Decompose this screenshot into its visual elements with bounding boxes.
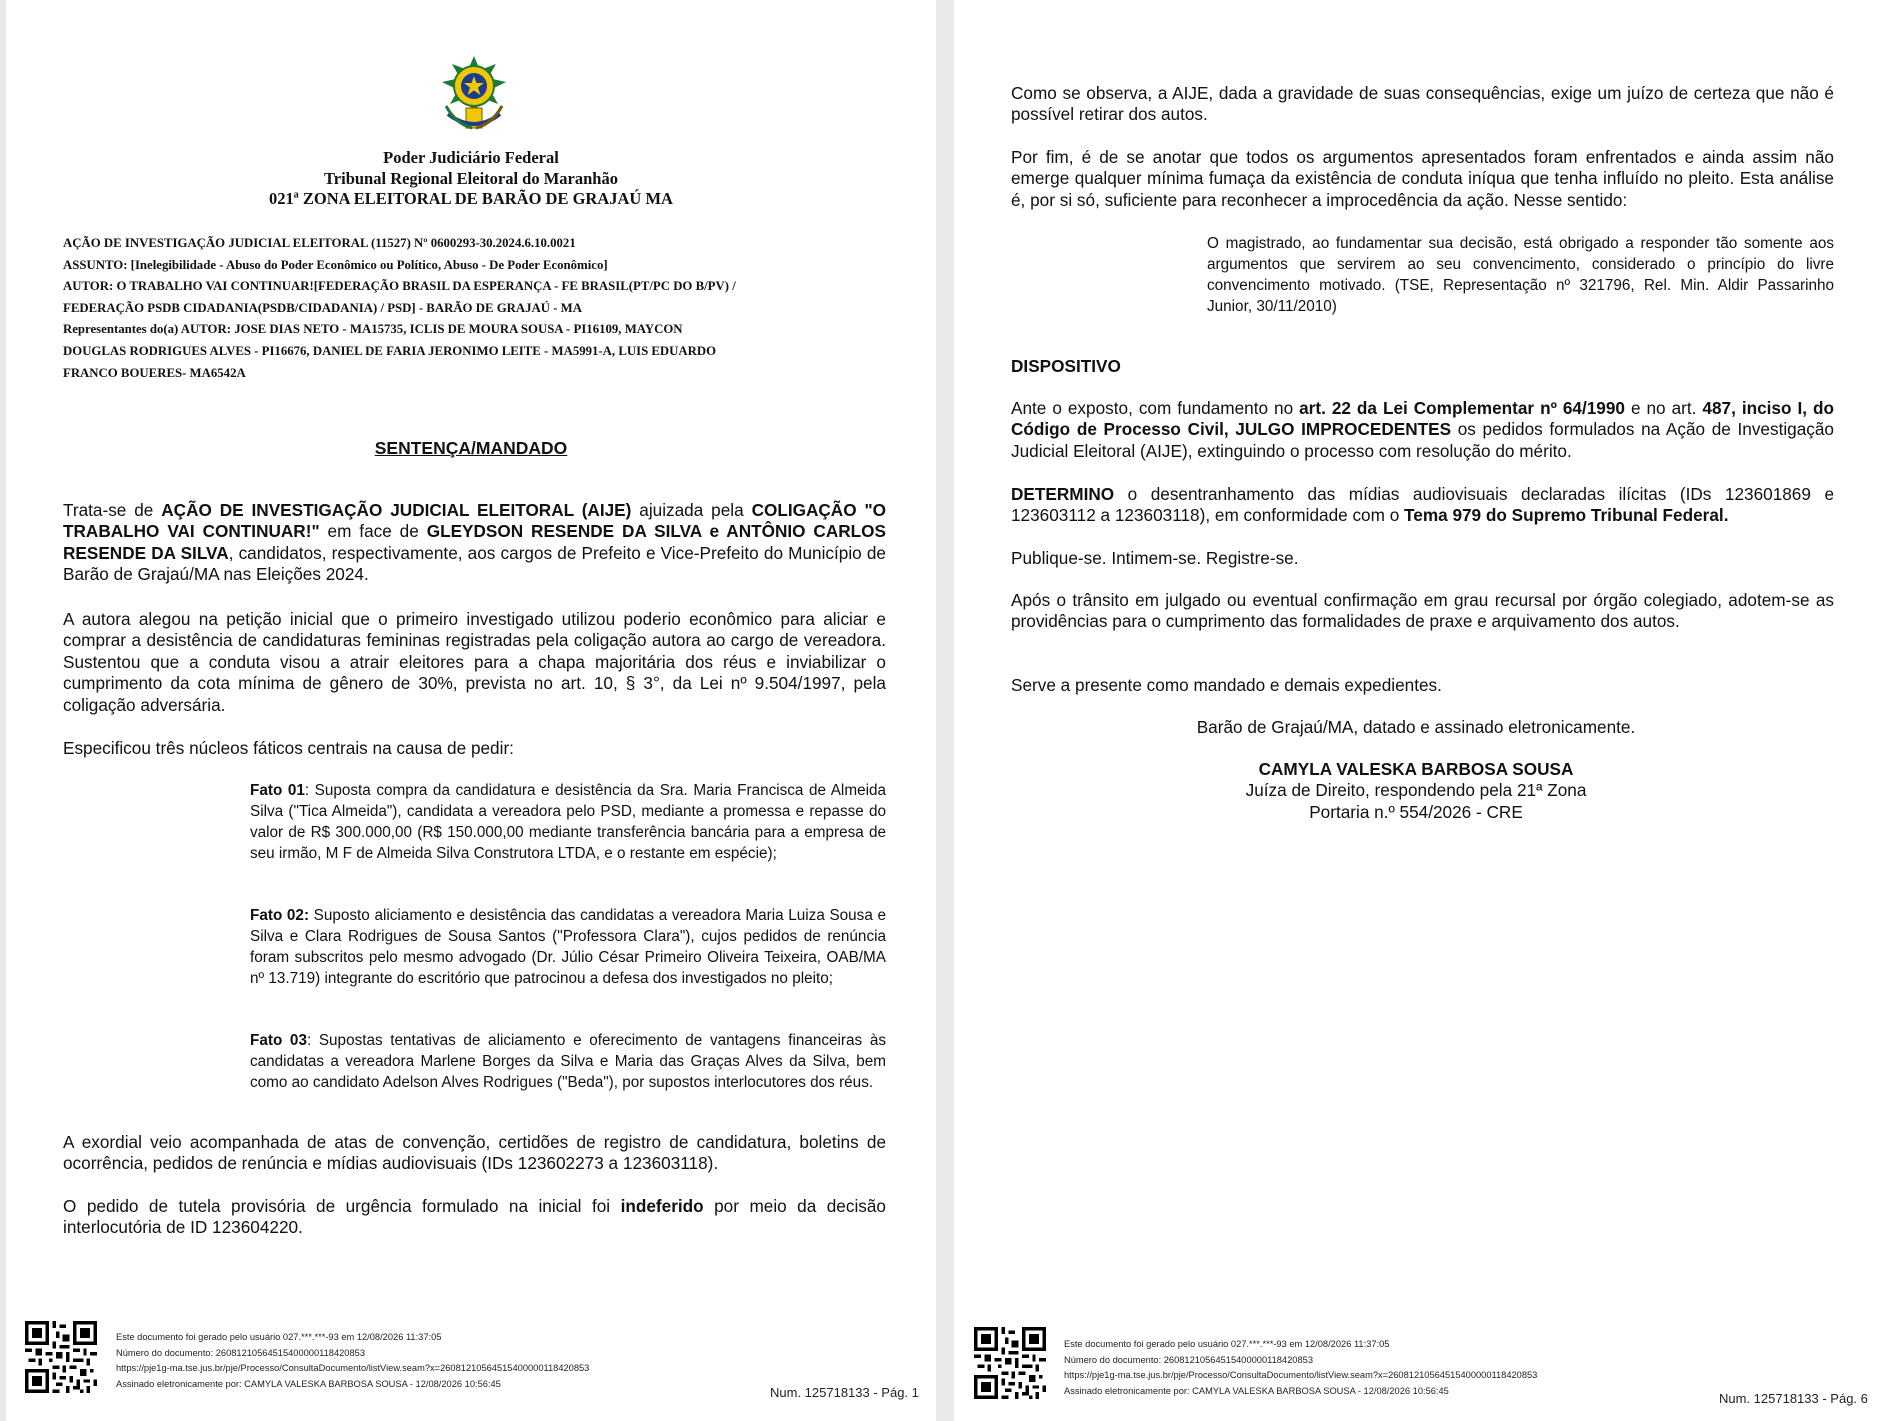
- paragraph-arguments: Por fim, é de se anotar que todos os argumentos apresentados foram enfrentados e ainda assim não emerge qualquer mínima fumaça da existência de conduta iníqua que tenha influído no pleito. Esta análise é, por si só, suficiente para reconhecer a improcedência da ação. Nesse sentido:: [1011, 147, 1834, 210]
- text-run: Ante o exposto, com fundamento no: [1011, 398, 1300, 418]
- bold-run: indeferido: [620, 1196, 704, 1216]
- fact-text: : Suposta compra da candidatura e desistência da Sra. Maria Francisca de Almeida Silva ("Tica Almeida"), candidata a vereadora pelo PSD, mediante a promessa e repasse do valor de R$ 300.000,00 (R$ 150.000,00 mediante transferência bancária para a empresa de seu irmão, M F de Almeida Silva Construtora LTDA, e o restante em espécie);: [250, 782, 886, 862]
- header-line-zone: 021ª ZONA ELEITORAL DE BARÃO DE GRAJAÚ MA: [269, 189, 673, 208]
- bold-run: art. 22 da Lei Complementar nº 64/1990: [1299, 398, 1625, 418]
- document-page-1: [6, 0, 936, 1421]
- text-run: o desentranhamento das mídias audiovisuais declaradas ilícitas (IDs 123601869 e 123603112 a 123603118), em conformidade com o: [1011, 484, 1834, 526]
- text-run: O pedido de tutela provisória de urgência formulado na inicial foi: [63, 1196, 621, 1216]
- text-run: e no art.: [1624, 398, 1703, 418]
- page-number: Num. 125718133 - Pág. 6: [1719, 1391, 1868, 1406]
- paragraph-certainty: Como se observa, a AIJE, dada a gravidade de suas consequências, exige um juízo de certeza que não é possível retirar dos autos.: [1011, 83, 1834, 125]
- document-page-6: [954, 0, 1878, 1421]
- bold-run: DETERMINO: [1011, 484, 1115, 504]
- signer-name: CAMYLA VALESKA BARBOSA SOUSA: [1258, 759, 1574, 779]
- footer-signed: Assinado eletronicamente por: CAMYLA VALESKA BARBOSA SOUSA - 12/08/2026 10:56:45: [1064, 1385, 1449, 1396]
- case-info-line: FEDERAÇÃO PSDB CIDADANIA(PSDB/CIDADANIA) / PSD] - BARÃO DE GRAJAÚ - MA: [63, 300, 582, 315]
- footer-info: [116, 1330, 589, 1392]
- paragraph-mandate: Serve a presente como mandado e demais expedientes.: [1011, 675, 1442, 695]
- signer-portaria: Portaria n.º 554/2026 - CRE: [1309, 801, 1523, 822]
- paragraph-facts-intro: Especificou três núcleos fáticos centrais na causa de pedir:: [63, 738, 514, 758]
- place-date: Barão de Grajaú/MA, datado e assinado eletronicamente.: [1196, 717, 1636, 737]
- case-info-line: DOUGLAS RODRIGUES ALVES - PI16676, DANIEL DE FARIA JERONIMO LEITE - MA5991-A, LUIS EDUARDO: [63, 343, 717, 358]
- footer-generated: Este documento foi gerado pelo usuário 027.***.***-93 em 12/08/2026 11:37:05: [1064, 1339, 1390, 1349]
- text-run: , candidatos, respectivamente, aos cargos de Prefeito e Vice-Prefeito do Município de Barão de Grajaú/MA nas Eleições 2024.: [63, 542, 886, 585]
- text-run: Trata-se de: [63, 500, 162, 520]
- paragraph-publish: Publique-se. Intimem-se. Registre-se.: [1011, 548, 1299, 568]
- bold-run: GLEYDSON RESENDE DA SILVA e ANTÔNIO CARLOS RESENDE DA SILVA: [63, 521, 887, 563]
- case-info-block: [63, 233, 893, 384]
- case-info-line: AUTOR: O TRABALHO VAI CONTINUAR![FEDERAÇÃO BRASIL DA ESPERANÇA - FE BRASIL(PT/PC DO B/PV) /: [63, 279, 736, 294]
- paragraph-intro: [63, 500, 886, 586]
- footer-generated: Este documento foi gerado pelo usuário 027.***.***-93 em 12/08/2026 11:37:05: [116, 1332, 442, 1342]
- document-title: SENTENÇA/MANDADO: [374, 438, 568, 458]
- paragraph-allegation: A autora alegou na petição inicial que o primeiro investigado utilizou poderio econômico para aliciar e comprar a desistência de candidaturas femininas registradas pela coligação autora ao cargo de vereadora. Sustentou que a conduta visou a atrair eleitores para a chapa majoritária dos réus e inviabilizar o cumprimento da cota mínima de gênero de 30%, prevista no art. 10, § 3°, da Lei nº 9.504/1997, pela coligação adversária.: [63, 609, 886, 715]
- qr-code-icon[interactable]: [974, 1327, 1046, 1399]
- case-info-line: FRANCO BOUERES- MA6542A: [63, 365, 246, 380]
- footer-doc-number: Número do documento: 26081210564515400000118420853: [1064, 1354, 1313, 1365]
- header-line-judiciary: Poder Judiciário Federal: [383, 148, 559, 167]
- section-heading-dispositivo: DISPOSITIVO: [1011, 356, 1121, 376]
- bold-run: Tema 979 do Supremo Tribunal Federal.: [1404, 505, 1729, 526]
- header-line-tribunal: Tribunal Regional Eleitoral do Maranhão: [324, 168, 618, 188]
- footer-doc-number: Número do documento: 26081210564515400000118420853: [116, 1347, 365, 1358]
- signature-block: [954, 759, 1878, 823]
- bold-run: COLIGAÇÃO "O TRABALHO VAI CONTINUAR!": [63, 500, 886, 542]
- fact-02: [250, 905, 886, 989]
- fact-03: [250, 1030, 886, 1093]
- paragraph-archive: Após o trânsito em julgado ou eventual confirmação em grau recursal por órgão colegiado, adotem-se as providências para o cumprimento das formalidades de praxe e arquivamento dos autos.: [1011, 590, 1834, 632]
- fact-label: Fato 03: [250, 1032, 307, 1049]
- footer-url-link[interactable]: https://pje1g-ma.tse.jus.br/pje/Processo/ConsultaDocumento/listView.seam?x=26081210564515400000118420853: [116, 1363, 590, 1374]
- paragraph-exordial: A exordial veio acompanhada de atas de convenção, certidões de registro de candidatura, boletins de ocorrência, pedidos de renúncia e mídias audiovisuais (IDs 123602273 a 123603118).: [63, 1132, 886, 1174]
- paragraph-ruling: [1011, 398, 1834, 462]
- case-info-line: ASSUNTO: [Inelegibilidade - Abuso do Poder Econômico ou Político, Abuso - De Poder Econômico]: [63, 257, 608, 272]
- brazil-coat-of-arms-icon: [436, 54, 512, 134]
- footer-signed: Assinado eletronicamente por: CAMYLA VALESKA BARBOSA SOUSA - 12/08/2026 10:56:45: [116, 1378, 501, 1389]
- paragraph-determination: [1011, 484, 1834, 527]
- footer-info: [1064, 1337, 1537, 1399]
- court-header: [6, 148, 936, 210]
- text-run: ajuizada pela: [631, 500, 752, 520]
- fact-label: Fato 01: [250, 782, 305, 799]
- page-number: Num. 125718133 - Pág. 1: [770, 1385, 919, 1400]
- fact-text: Suposto aliciamento e desistência das candidatas a vereadora Maria Luiza Sousa e Silva e Clara Rodrigues de Sousa Santos ("Professora Clara"), cujos pedidos de renúncia foram subscritos pelo mesmo advogado (Dr. Júlio César Primeiro Oliveira Teixeira, OAB/MA nº 13.719) integrante do escritório que patrocinou a defesa dos investigados no pleito;: [250, 907, 886, 987]
- footer-url-link[interactable]: https://pje1g-ma.tse.jus.br/pje/Processo/ConsultaDocumento/listView.seam?x=26081210564515400000118420853: [1064, 1370, 1538, 1381]
- case-info-line: AÇÃO DE INVESTIGAÇÃO JUDICIAL ELEITORAL (11527) Nº 0600293-30.2024.6.10.0021: [63, 236, 576, 250]
- jurisprudence-quote: O magistrado, ao fundamentar sua decisão, está obrigado a responder tão somente aos argumentos que servirem ao seu convencimento, considerado o princípio do livre convencimento motivado. (TSE, Representação nº 321796, Rel. Min. Aldir Passarinho Junior, 30/11/2010): [1207, 235, 1834, 315]
- text-run: por meio da decisão interlocutória de ID 123604220.: [63, 1196, 886, 1238]
- fact-text: : Supostas tentativas de aliciamento e oferecimento de vantagens financeiras às candidatas a vereadora Marlene Borges da Silva e Maria das Graças Alves da Silva, bem como ao candidato Adelson Alves Rodrigues ("Beda"), por supostos interlocutores dos réus.: [250, 1032, 886, 1091]
- fact-01: [250, 780, 886, 864]
- fact-label: Fato 02:: [250, 907, 310, 924]
- paragraph-tutela: [63, 1196, 886, 1239]
- bold-run: 487, inciso I, do Código de Processo Civil, JULGO IMPROCEDENTES: [1011, 398, 1834, 440]
- text-run: os pedidos formulados na Ação de Investigação Judicial Eleitoral (AIJE), extinguindo o processo com resolução do mérito.: [1011, 419, 1834, 461]
- text-run: em face de: [319, 521, 427, 542]
- bold-run: AÇÃO DE INVESTIGAÇÃO JUDICIAL ELEITORAL (AIJE): [161, 500, 632, 520]
- case-info-line: Representantes do(a) AUTOR: JOSE DIAS NETO - MA15735, ICLIS DE MOURA SOUSA - PI16109, MAYCON: [63, 322, 683, 337]
- qr-code-icon[interactable]: [25, 1321, 97, 1393]
- signer-role: Juíza de Direito, respondendo pela 21ª Zona: [1245, 780, 1587, 801]
